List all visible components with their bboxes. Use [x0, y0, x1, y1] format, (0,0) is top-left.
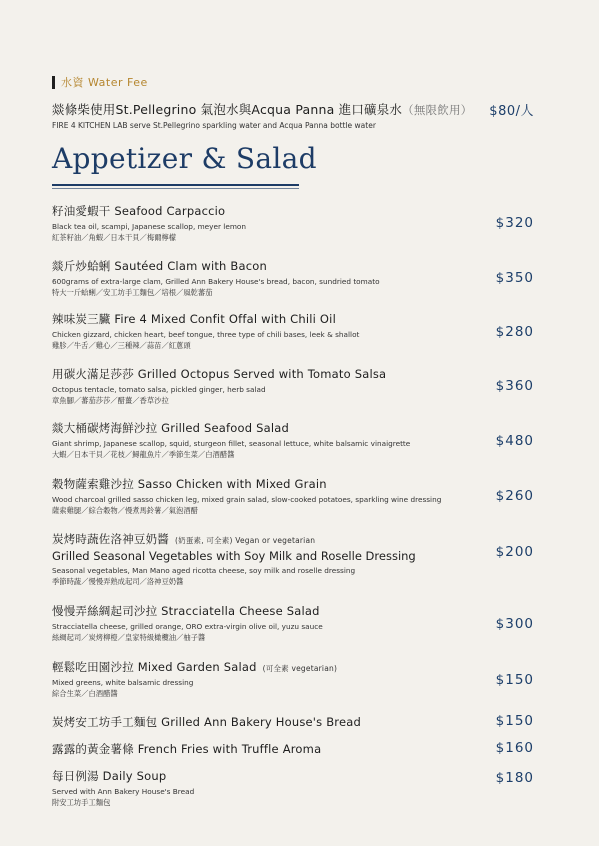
item-price: $360 — [495, 378, 534, 394]
item-diet-tag: (可全素 vegetarian) — [262, 664, 338, 673]
item-ingredients-zh: 絲綢起司／炭烤柳橙／皇家特級橄欖油／柚子醬 — [52, 633, 206, 642]
item-price: $350 — [495, 270, 534, 286]
item-price: $180 — [495, 770, 534, 786]
item-name: 慢慢弄絲綢起司沙拉 Stracciatella Cheese Salad — [52, 604, 320, 618]
item-price: $160 — [495, 740, 534, 756]
menu-item — [52, 311, 547, 351]
section-title-underline-thin — [52, 188, 299, 189]
item-name: 輕鬆吃田園沙拉 Mixed Garden Salad — [52, 660, 257, 674]
menu-item — [52, 603, 547, 643]
menu-item — [52, 531, 547, 587]
menu-item — [52, 741, 547, 757]
item-ingredients-zh: 紅茶籽油／角蝦／日本干貝／梅爾檸檬 — [52, 233, 177, 242]
menu-item — [52, 768, 547, 808]
item-diet-tag: (奶蛋素, 可全素) Vegan or vegetarian — [175, 536, 316, 545]
item-ingredients-zh: 綜合生菜／白酒醋醬 — [52, 689, 118, 698]
item-ingredients-zh: 季節時蔬／慢慢弄熟成起司／洛神豆奶醬 — [52, 577, 184, 586]
item-name-line — [52, 531, 547, 547]
item-price: $300 — [495, 616, 534, 632]
section-title-underline — [52, 184, 299, 186]
item-ingredients-zh: 附安工坊手工麵包 — [52, 798, 111, 807]
item-description: Giant shrimp, Japanese scallop, squid, sturgeon fillet, seasonal lettuce, white balsamic vinaigrette — [52, 439, 411, 448]
menu-item — [52, 203, 547, 243]
menu-item — [52, 659, 547, 699]
item-description: Served with Ann Bakery House's Bread — [52, 787, 195, 796]
item-name: 每日例湯 Daily Soup — [52, 769, 167, 783]
menu-item — [52, 714, 547, 730]
item-ingredients-zh: 大蝦／日本干貝／花枝／鱘龍魚片／季節生菜／白酒醋醬 — [52, 450, 235, 459]
item-ingredients-zh: 特大一斤蛤蜊／安工坊手工麵包／培根／風乾蕃茄 — [52, 288, 213, 297]
item-price: $280 — [495, 324, 534, 340]
menu-item — [52, 420, 547, 460]
item-description: Black tea oil, scampi, Japanese scallop, meyer lemon — [52, 222, 247, 231]
item-price: $150 — [495, 672, 534, 688]
menu-item — [52, 258, 547, 298]
item-ingredients-zh: 雞胗／牛舌／雞心／三種辣／蒜苗／紅蔥頭 — [52, 341, 191, 350]
item-price: $320 — [495, 215, 534, 231]
item-price: $200 — [495, 544, 534, 560]
water-fee-price: $80/人 — [489, 104, 534, 119]
item-description: Seasonal vegetables, Man Mano aged ricotta cheese, soy milk and roselle dressing — [52, 566, 356, 575]
water-fee-english: FIRE 4 KITCHEN LAB serve St.Pellegrino sparkling water and Acqua Panna bottle water — [52, 121, 376, 130]
menu-item — [52, 366, 547, 406]
water-fee-heading-label: 水資 Water Fee — [61, 76, 148, 89]
item-description: Octopus tentacle, tomato salsa, pickled ginger, herb salad — [52, 385, 266, 394]
item-name: 用碳火滿足莎莎 Grilled Octopus Served with Tomato Salsa — [52, 367, 387, 381]
item-name: 露露的黃金薯條 French Fries with Truffle Aroma — [52, 742, 322, 756]
item-name-line — [52, 659, 547, 675]
item-description: Stracciatella cheese, grilled orange, ORO extra-virgin olive oil, yuzu sauce — [52, 622, 323, 631]
item-name: 穀物薩索雞沙拉 Sasso Chicken with Mixed Grain — [52, 477, 327, 491]
item-description: Chicken gizzard, chicken heart, beef tongue, three type of chili bases, leek & shallot — [52, 330, 360, 339]
water-fee-item — [52, 100, 542, 130]
item-name-english: Grilled Seasonal Vegetables with Soy Milk and Roselle Dressing — [52, 549, 416, 563]
item-name: 炭烤時蔬佐洛神豆奶醬 — [52, 532, 169, 546]
item-name: 燚大桶碳烤海鮮沙拉 Grilled Seafood Salad — [52, 421, 289, 435]
item-name: 燚斤炒蛤蜊 Sautéed Clam with Bacon — [52, 259, 267, 273]
menu-item — [52, 476, 547, 516]
water-fee-name-line — [52, 100, 542, 118]
item-ingredients-zh: 薩索雞腿／綜合穀物／慢煮馬鈴薯／氣泡酒醋 — [52, 506, 198, 515]
water-fee-name: 燚條柴使用St.Pellegrino 氣泡水與Acqua Panna 進口礦泉水 — [52, 102, 403, 117]
water-fee-heading — [52, 74, 148, 90]
item-ingredients-zh: 章魚腳／蕃茄莎莎／醋薑／香草沙拉 — [52, 396, 169, 405]
heading-marker — [52, 76, 55, 89]
item-description: Wood charcoal grilled sasso chicken leg, mixed grain salad, slow-cooked potatoes, sparkling wine dressing — [52, 495, 442, 504]
section-title: Appetizer & Salad — [52, 142, 317, 175]
item-name: 炭烤安工坊手工麵包 Grilled Ann Bakery House's Bread — [52, 715, 361, 729]
item-description: 600grams of extra-large clam, Grilled Ann Bakery House's bread, bacon, sundried tomato — [52, 277, 380, 286]
item-price: $260 — [495, 488, 534, 504]
item-name: 辣味炭三臟 Fire 4 Mixed Confit Offal with Chili Oil — [52, 312, 336, 326]
item-name: 籽油愛蝦干 Seafood Carpaccio — [52, 204, 226, 218]
item-price: $150 — [495, 713, 534, 729]
item-price: $480 — [495, 433, 534, 449]
water-fee-note: （無限飲用） — [402, 103, 473, 117]
item-description: Mixed greens, white balsamic dressing — [52, 678, 194, 687]
